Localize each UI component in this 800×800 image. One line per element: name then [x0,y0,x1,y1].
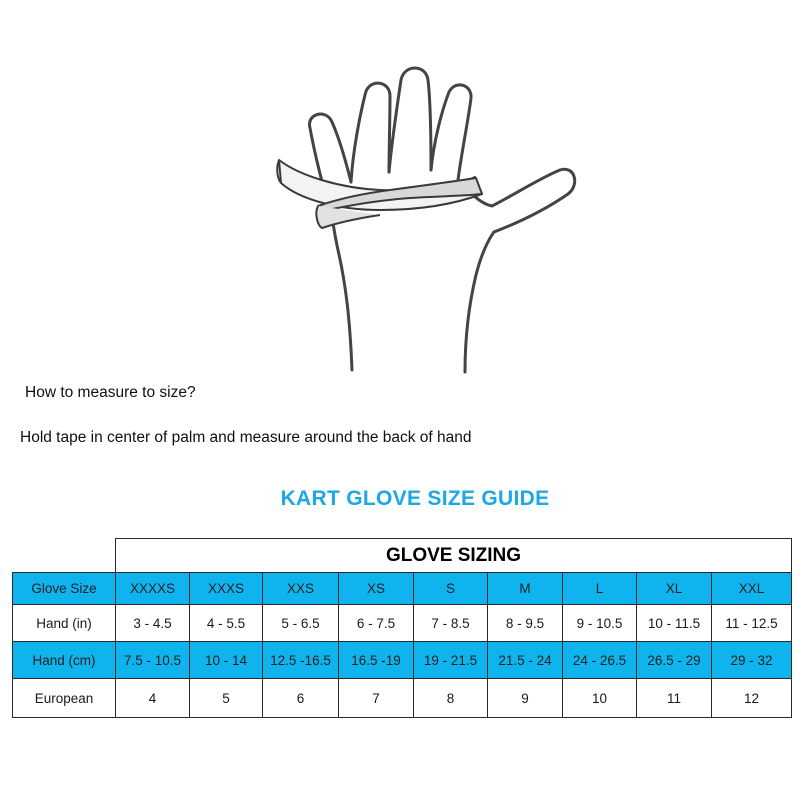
table-cell: XXL [712,573,792,605]
table-cell: 6 - 7.5 [339,605,414,642]
table-row-hand-in [13,605,792,642]
table-cell: XXXS [190,573,263,605]
row-label: Hand (cm) [13,642,116,679]
glove-sizing-table [12,538,792,718]
table-cell: 4 - 5.5 [190,605,263,642]
table-row-european [13,679,792,718]
table-cell: 10 - 11.5 [637,605,712,642]
row-label: Glove Size [13,573,116,605]
table-cell: 12.5 -16.5 [263,642,339,679]
table-cell: XXS [263,573,339,605]
size-guide-title: KART GLOVE SIZE GUIDE [280,487,550,510]
table-cell: S [414,573,488,605]
table-cell: 11 [637,679,712,718]
table-cell: 7 [339,679,414,718]
row-label: European [13,679,116,718]
table-cell: 16.5 -19 [339,642,414,679]
table-cell: 7.5 - 10.5 [116,642,190,679]
table-cell: 24 - 26.5 [563,642,637,679]
table-cell: 9 [488,679,563,718]
table-cell: 29 - 32 [712,642,792,679]
table-heading: GLOVE SIZING [116,539,792,573]
table-cell: M [488,573,563,605]
measure-question: How to measure to size? [25,384,196,401]
table-cell: 7 - 8.5 [414,605,488,642]
table-cell: XS [339,573,414,605]
table-cell: XXXXS [116,573,190,605]
table-cell: 8 [414,679,488,718]
table-row-glove-size [13,573,792,605]
table-cell: 11 - 12.5 [712,605,792,642]
table-cell: 19 - 21.5 [414,642,488,679]
row-label: Hand (in) [13,605,116,642]
table-cell: XL [637,573,712,605]
table-cell: L [563,573,637,605]
table-cell: 3 - 4.5 [116,605,190,642]
table-cell: 4 [116,679,190,718]
table-cell: 5 [190,679,263,718]
table-cell: 26.5 - 29 [637,642,712,679]
table-row-hand-cm [13,642,792,679]
table-cell: 10 [563,679,637,718]
measure-instruction: Hold tape in center of palm and measure around the back of hand [20,429,472,446]
table-cell: 9 - 10.5 [563,605,637,642]
table-cell: 8 - 9.5 [488,605,563,642]
hand-measurement-illustration [0,0,800,380]
table-cell: 12 [712,679,792,718]
table-cell: 5 - 6.5 [263,605,339,642]
table-cell: 21.5 - 24 [488,642,563,679]
table-cell: 10 - 14 [190,642,263,679]
table-cell: 6 [263,679,339,718]
